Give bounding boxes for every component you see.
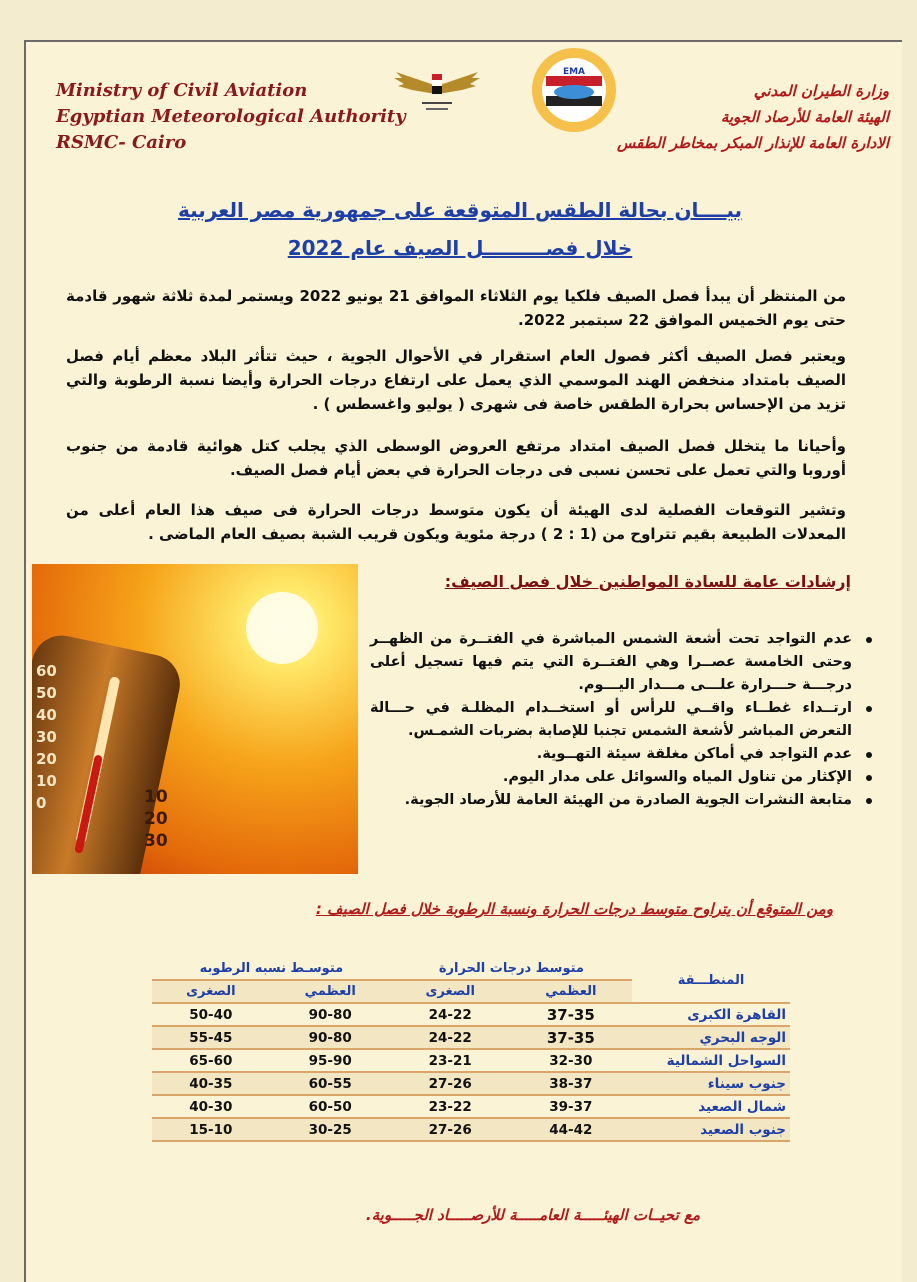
- paragraph-season-start: من المنتظر أن يبدأ فصل الصيف فلكيا يوم الثلاثاء الموافق 21 يونيو 2022 ويستمر لمدة ثلاثة شهور قادمة حتى يوم الخميس الموافق 22 سبتمبر 2022.: [66, 287, 846, 329]
- bullet-icon: [866, 798, 872, 804]
- header-arabic: [549, 78, 889, 156]
- guidance-item: الإكثار من تناول المياه والسوائل على مدار اليوم.: [370, 766, 878, 789]
- document-title-line2: خلال فصـــــــــل الصيف عام 2022: [287, 236, 633, 260]
- temp-max-label: العظمي: [510, 980, 632, 1003]
- authority-name-en: Egyptian Meteorological Authority: [56, 106, 406, 127]
- paragraph-air-masses: وأحيانا ما يتخلل فصل الصيف امتداد مرتفع العروض الوسطى الذي يجلب كتل هوائية قادمة من جنوب أوروبا والتي تعمل على تحسن نسبى فى درجات الحرارة في بعض أيام فصل الصيف.: [66, 437, 846, 479]
- guidance-item: عدم التواجد تحت أشعة الشمس المباشرة في الفتــرة من الظهــر وحتى الخامسة عصــرا وهي الفتــرة التي يتم فيها تسجيل أعلى درجـــة حـــرارة علـــى مـــدار اليـــوم.: [370, 628, 878, 697]
- header-english: [56, 78, 406, 156]
- bullet-icon: [866, 752, 872, 758]
- guidance-list: [370, 628, 878, 812]
- thermometer-scale-right: 10 20 30: [144, 787, 168, 851]
- guidance-item: عدم التواجد في أماكن مغلقة سيئة التهــوية.: [370, 743, 878, 766]
- rsmc-name-en: RSMC- Cairo: [56, 132, 187, 153]
- ema-logo-text: EMA: [562, 67, 586, 77]
- bullet-icon: [866, 637, 872, 643]
- paragraph-forecast: وتشير التوقعات الفصلية لدى الهيئة أن يكون متوسط درجات الحرارة فى صيف هذا العام أعلى من المعدلات الطبيعة بقيم تتراوح من (1 : 2 ) درجة مئوية ويكون قريب الشبة بصيف العام الماضى .: [66, 501, 846, 543]
- ministry-name-ar: وزارة الطيران المدني: [753, 82, 889, 100]
- table-row: الوجه البحري 37-35 24-22 90-80 55-45: [152, 1026, 790, 1049]
- document-title-line1: بيــــان بحالة الطقس المتوقعة على جمهورية مصر العربية: [177, 198, 743, 222]
- civil-aviation-emblem-icon: [392, 64, 482, 124]
- bullet-icon: [866, 706, 872, 712]
- guidance-item: متابعة النشرات الجوية الصادرة من الهيئة العامة للأرصاد الجوية.: [370, 789, 878, 812]
- table-intro: ومن المتوقع أن يتراوح متوسط درجات الحرارة ونسبة الرطوبة خلال فصل الصيف :: [315, 900, 833, 918]
- table-row: جنوب سيناء 38-37 27-26 60-55 40-35: [152, 1072, 790, 1095]
- temp-header: متوسط درجات الحرارة: [391, 958, 632, 980]
- temp-min-label: الصغرى: [391, 980, 510, 1003]
- authority-name-ar: الهيئة العامة للأرصاد الجوية: [720, 108, 889, 126]
- region-header: المنطـــقة: [632, 958, 790, 1003]
- hum-min-label: الصغرى: [152, 980, 270, 1003]
- guidance-title: إرشادات عامة للسادة المواطنين خلال فصل الصيف:: [444, 572, 851, 591]
- forecast-table: [152, 958, 790, 1142]
- table-row: السواحل الشمالية 32-30 23-21 95-90 65-60: [152, 1049, 790, 1072]
- paragraph-stability: ويعتبر فصل الصيف أكثر فصول العام استقرار في الأحوال الجوية ، حيث تتأثر البلاد معظم أيام فصل الصيف بامتداد منخفض الهند الموسمي الذي يعمل على ارتفاع درجات الحرارة وأيضا نسبة الرطوبة والتي تزيد من الإحساس بحرارة الطقس خاصة فى شهرى ( يوليو واغسطس ) .: [66, 347, 846, 413]
- table-row: شمال الصعيد 39-37 23-22 60-50 40-30: [152, 1095, 790, 1118]
- thermometer-scale-left: 60 50 40 30 20 10 0: [36, 662, 57, 812]
- hum-max-label: العظمي: [270, 980, 391, 1003]
- footer-greeting: مع تحيــات الهيئـــــة العامـــــة للأرصـــــاد الجـــــوية.: [365, 1206, 700, 1224]
- table-row: جنوب الصعيد 44-42 27-26 30-25 15-10: [152, 1118, 790, 1141]
- table-row: القاهرة الكبرى 37-35 24-22 90-80 50-40: [152, 1003, 790, 1026]
- ministry-name-en: Ministry of Civil Aviation: [56, 80, 308, 101]
- sun-thermometer-image: [32, 564, 358, 874]
- bullet-icon: [866, 775, 872, 781]
- department-name-ar: الادارة العامة للإنذار المبكر بمخاطر الطقس: [617, 134, 889, 152]
- guidance-item: ارتــداء غطــاء واقــي للرأس أو استخــدام المظلـة في حـــالة التعرض المباشر لأشعة الشمس تجنبا للإصابة بضربات الشمـس.: [370, 697, 878, 743]
- humidity-header: متوسـط نسبه الرطوبه: [152, 958, 391, 980]
